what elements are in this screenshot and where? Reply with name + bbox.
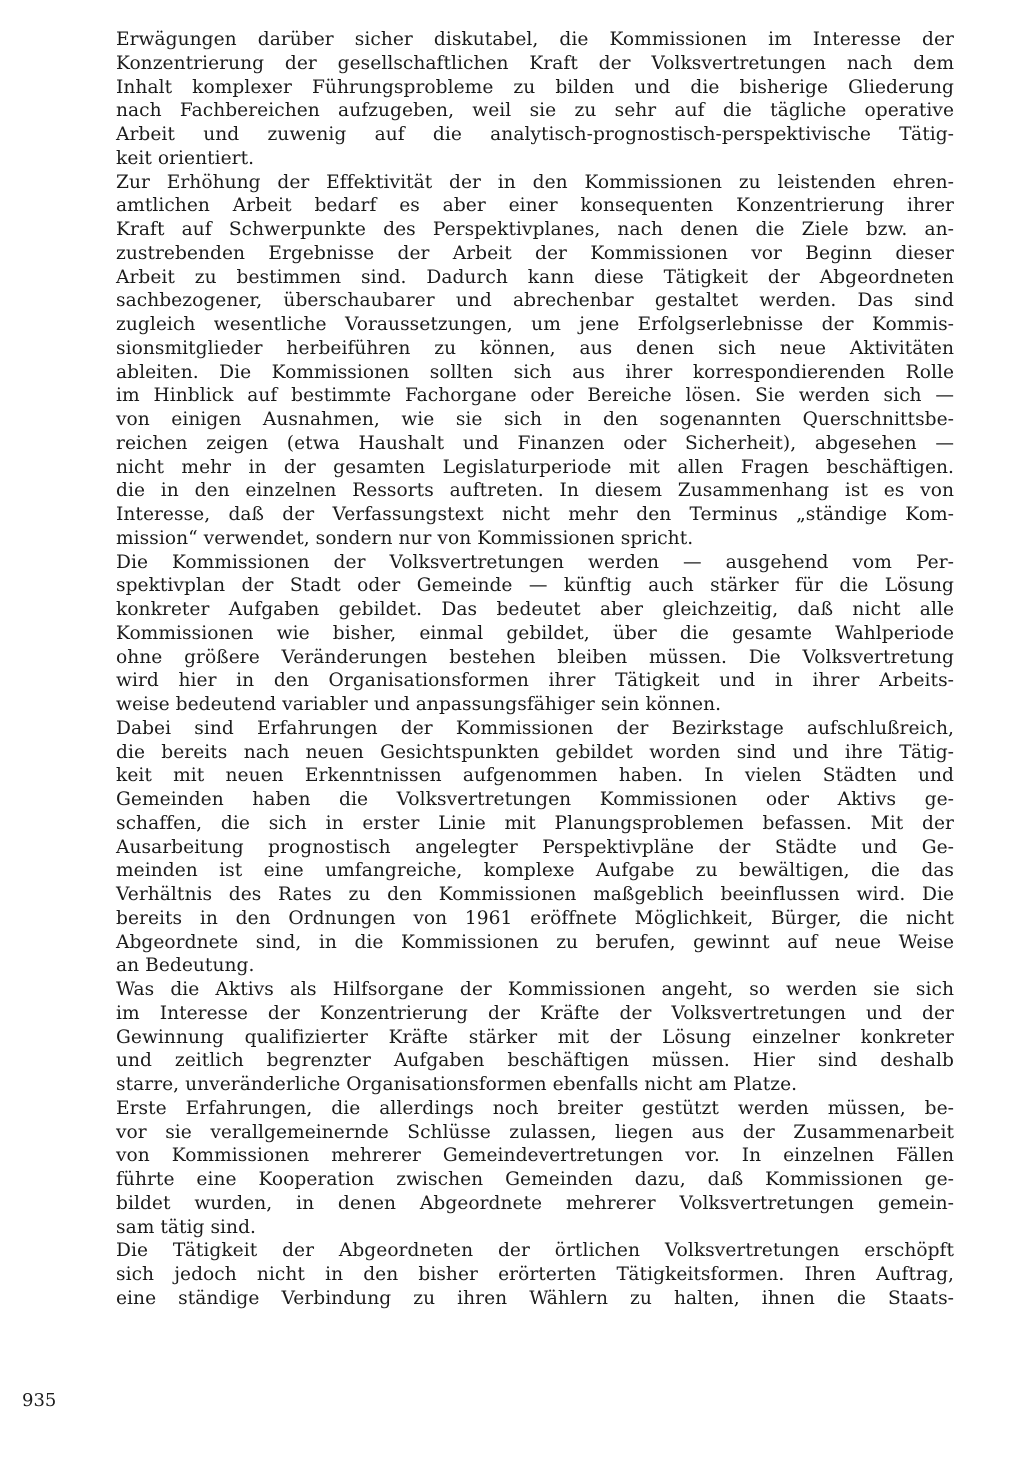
text-line: zustrebenden Ergebnisse der Arbeit der Kommissionen vor Beginn dieser xyxy=(116,242,954,264)
text-line: meinden ist eine umfangreiche, komplexe Aufgabe zu bewältigen, die das xyxy=(116,860,954,882)
text-line: Gemeinden haben die Volksvertretungen Kommissionen oder Aktivs ge- xyxy=(116,789,954,810)
text-line: zugleich wesentliche Voraussetzungen, um jene Erfolgserlebnisse der Kommis- xyxy=(116,314,954,335)
text-line: amtlichen Arbeit bedarf es aber einer konsequenten Konzentrierung ihrer xyxy=(116,195,954,217)
text-line: Dabei sind Erfahrungen der Kommissionen der Bezirkstage aufschlußreich, xyxy=(116,717,954,739)
text-line: mission“ verwendet, sondern nur von Kommissionen spricht. xyxy=(116,527,694,549)
text-line: Gewinnung qualifizierter Kräfte stärker mit der Lösung einzelner konkreter xyxy=(116,1026,954,1048)
text-line: von Kommissionen mehrerer Gemeindevertretungen vor. In einzelnen Fällen xyxy=(116,1145,954,1167)
text-line: nicht mehr in der gesamten Legislaturperiode mit allen Fragen beschäftigen. xyxy=(116,456,954,478)
text-line: führte eine Kooperation zwischen Gemeinden dazu, daß Kommissionen ge- xyxy=(116,1169,954,1190)
text-line: reichen zeigen (etwa Haushalt und Finanzen oder Sicherheit), abgesehen — xyxy=(116,432,954,454)
text-line: sionsmitglieder herbeiführen zu können, aus denen sich neue Aktivitäten xyxy=(116,337,954,359)
text-line: weise bedeutend variabler und anpassungsfähiger sein können. xyxy=(116,694,722,715)
text-line: starre, unveränderliche Organisationsformen ebenfalls nicht am Platze. xyxy=(116,1074,798,1095)
text-line: Konzentrierung der gesellschaftlichen Kraft der Volksvertretungen nach dem xyxy=(116,52,954,74)
text-line: die in den einzelnen Ressorts auftreten. In diesem Zusammenhang ist es von xyxy=(116,480,954,502)
text-line: Arbeit zu bestimmen sind. Dadurch kann diese Tätigkeit der Abgeordneten xyxy=(116,266,954,288)
text-line: Erste Erfahrungen, die allerdings noch breiter gestützt werden müssen, be- xyxy=(116,1097,954,1119)
text-line: sachbezogener, überschaubarer und abrechenbar gestaltet werden. Das sind xyxy=(116,290,954,312)
text-line: Die Kommissionen der Volksvertretungen werden — ausgehend vom Per- xyxy=(116,551,954,573)
text-line: schaffen, die sich in erster Linie mit Planungsproblemen befassen. Mit der xyxy=(116,812,954,834)
text-line: Zur Erhöhung der Effektivität der in den Kommissionen zu leistenden ehren- xyxy=(116,171,954,193)
text-line: Kommissionen wie bisher, einmal gebildet, über die gesamte Wahlperiode xyxy=(116,622,954,644)
text-line: von einigen Ausnahmen, wie sie sich in den sogenannten Querschnittsbe- xyxy=(116,409,954,430)
body-text xyxy=(116,28,954,1311)
text-line: nach Fachbereichen aufzugeben, weil sie zu sehr auf die tägliche operative xyxy=(116,100,954,122)
text-line: ableiten. Die Kommissionen sollten sich aus ihrer korrespondierenden Rolle xyxy=(116,361,954,383)
text-line: Arbeit und zuwenig auf die analytisch-prognostisch-perspektivische Tätig- xyxy=(116,124,954,145)
text-line: Erwägungen darüber sicher diskutabel, die Kommissionen im Interesse der xyxy=(116,29,954,50)
text-line: Interesse, daß der Verfassungstext nicht mehr den Terminus „ständige Kom- xyxy=(116,504,954,525)
text-line: Abgeordnete sind, in die Kommissionen zu berufen, gewinnt auf neue Weise xyxy=(116,931,954,953)
text-line: bildet wurden, in denen Abgeordnete mehrerer Volksvertretungen gemein- xyxy=(116,1192,954,1214)
text-line: Die Tätigkeit der Abgeordneten der örtlichen Volksvertretungen erschöpft xyxy=(116,1240,954,1262)
text-line: im Hinblick auf bestimmte Fachorgane oder Bereiche lösen. Sie werden sich — xyxy=(116,385,954,407)
text-line: an Bedeutung. xyxy=(116,955,255,977)
text-line: vor sie verallgemeinernde Schlüsse zulassen, liegen aus der Zusammenarbeit xyxy=(116,1121,954,1143)
text-line: die bereits nach neuen Gesichtspunkten gebildet worden sind und ihre Tätig- xyxy=(116,741,954,763)
page-number: 935 xyxy=(22,1390,57,1411)
text-line: Kraft auf Schwerpunkte des Perspektivplanes, nach denen die Ziele bzw. an- xyxy=(116,219,954,240)
text-line: Ausarbeitung prognostisch angelegter Perspektivpläne der Städte und Ge- xyxy=(116,836,954,858)
text-line: ohne größere Veränderungen bestehen bleiben müssen. Die Volksvertretung xyxy=(116,646,954,668)
text-line: sam tätig sind. xyxy=(116,1216,256,1238)
text-line: keit orientiert. xyxy=(116,147,255,169)
text-line: Was die Aktivs als Hilfsorgane der Kommissionen angeht, so werden sie sich xyxy=(116,979,954,1000)
text-line: und zeitlich begrenzter Aufgaben beschäftigen müssen. Hier sind deshalb xyxy=(116,1050,954,1072)
text-line: konkreter Aufgaben gebildet. Das bedeutet aber gleichzeitig, daß nicht alle xyxy=(116,599,954,620)
text-line: keit mit neuen Erkenntnissen aufgenommen haben. In vielen Städten und xyxy=(116,765,954,787)
text-line: sich jedoch nicht in den bisher erörterten Tätigkeitsformen. Ihren Auftrag, xyxy=(116,1264,954,1285)
text-line: spektivplan der Stadt oder Gemeinde — künftig auch stärker für die Lösung xyxy=(116,575,954,597)
text-line: bereits in den Ordnungen von 1961 eröffnete Möglichkeit, Bürger, die nicht xyxy=(116,907,954,929)
text-line: Inhalt komplexer Führungsprobleme zu bilden und die bisherige Gliederung xyxy=(116,76,954,98)
text-line: Verhältnis des Rates zu den Kommissionen maßgeblich beeinflussen wird. Die xyxy=(116,884,954,905)
text-line: wird hier in den Organisationsformen ihrer Tätigkeit und in ihrer Arbeits- xyxy=(116,670,954,692)
text-line: im Interesse der Konzentrierung der Kräfte der Volksvertretungen und der xyxy=(116,1002,954,1024)
text-line: eine ständige Verbindung zu ihren Wählern zu halten, ihnen die Staats- xyxy=(116,1287,954,1309)
